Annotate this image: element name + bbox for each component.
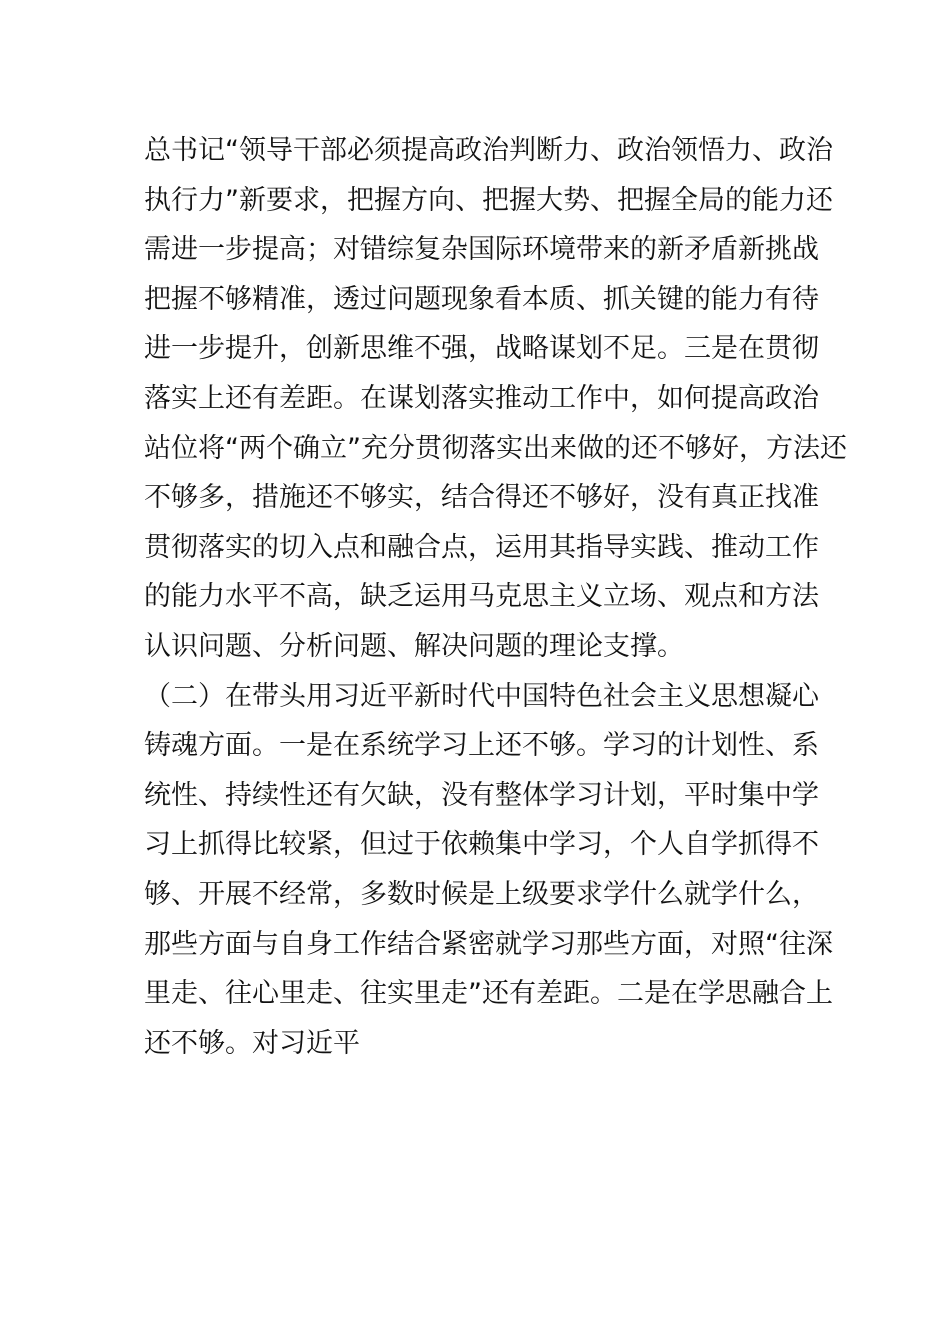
text-line-10: 的能力水平不高，缺乏运用马克思主义立场、观点和方法 (144, 581, 819, 613)
text-line-11: 认识问题、分析问题、解决问题的理论支撑。 (144, 630, 684, 662)
text-line-19: 还不够。对习近平 (144, 1027, 360, 1059)
text-line-15: 习上抓得比较紧，但过于依赖集中学习，个人自学抓得不 (144, 829, 819, 861)
text-line-1: 总书记“领导干部必须提高政治判断力、政治领悟力、政治 (144, 135, 833, 166)
body-text (144, 126, 847, 1068)
text-line-7: 站位将“两个确立”充分贯彻落实出来做的还不够好，方法还 (144, 432, 847, 464)
text-line-14: 统性、持续性还有欠缺，没有整体学习计划，平时集中学 (144, 779, 819, 811)
text-line-8: 不够多，措施还不够实，结合得还不够好，没有真正找准 (144, 482, 819, 514)
text-line-3: 需进一步提高；对错综复杂国际环境带来的新矛盾新挑战 (144, 234, 819, 266)
text-line-13: 铸魂方面。一是在系统学习上还不够。学习的计划性、系 (144, 730, 819, 762)
text-line-6: 落实上还有差距。在谋划落实推动工作中，如何提高政治 (144, 382, 819, 414)
text-line-5: 进一步提升，创新思维不强，战略谋划不足。三是在贯彻 (144, 333, 819, 365)
text-line-16: 够、开展不经常，多数时候是上级要求学什么就学什么， (144, 878, 819, 910)
text-line-18: 里走、往心里走、往实里走”还有差距。二是在学思融合上 (144, 978, 833, 1010)
text-line-4: 把握不够精准，透过问题现象看本质、抓关键的能力有待 (144, 283, 819, 315)
section-heading-line: （二）在带头用习近平新时代中国特色社会主义思想凝心 (144, 680, 819, 712)
text-line-9: 贯彻落实的切入点和融合点，运用其指导实践、推动工作 (144, 531, 819, 563)
text-line-17: 那些方面与自身工作结合紧密就学习那些方面，对照“往深 (144, 928, 833, 960)
text-line-2: 执行力”新要求，把握方向、把握大势、把握全局的能力还 (144, 184, 833, 216)
